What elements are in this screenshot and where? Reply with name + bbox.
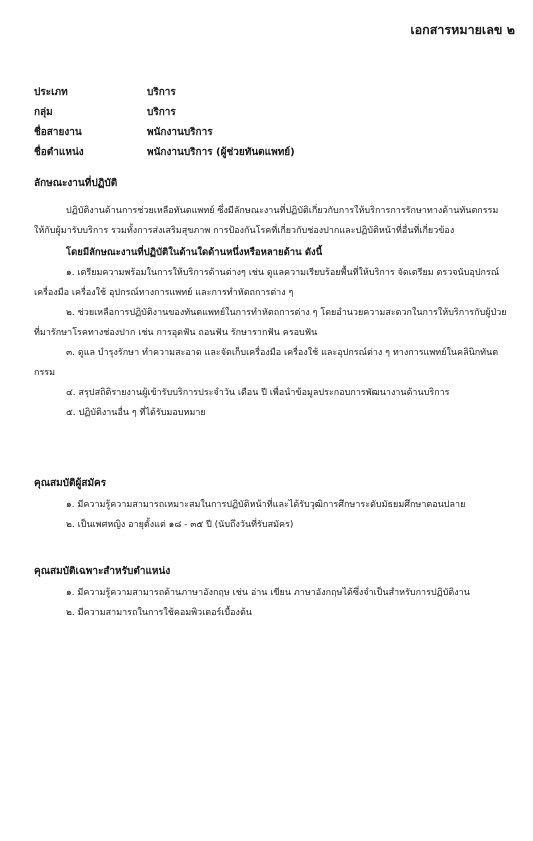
meta-label: ชื่อสายงาน <box>34 126 82 138</box>
position-info <box>34 82 504 162</box>
list-item: ๒. มีความสามารถในการใช้คอมพิวเตอร์เบื้องต้น <box>66 608 252 618</box>
meta-row-line <box>34 122 504 142</box>
meta-label: ประเภท <box>34 86 68 98</box>
meta-row-position <box>34 142 504 162</box>
duties-intro: ปฏิบัติงานด้านการช่วยเหลือทันตแพทย์ ซึ่งมีลักษณะงานที่ปฏิบัติเกี่ยวกับการให้บริการการรักษาทางด้านทันตกรรม ให้กับผู้มารับบริการ รวมทั้งการส่งเสริมสุขภาพ การป้องกันโรคที่เกี่ยวกับช่องปากและปฏิบัติหน้าที่อื่นที่เกี่ยวข้อง <box>34 206 499 236</box>
list-item: ๑. มีความรู้ความสามารถด้านภาษาอังกฤษ เช่น อ่าน เขียน ภาษาอังกฤษได้ซึ่งจำเป็นสำหรับการปฏิบัติงาน <box>66 588 470 598</box>
meta-value: พนักงานบริการ <box>147 126 213 138</box>
list-item: ๑. มีความรู้ความสามารถเหมาะสมในการปฏิบัติหน้าที่และได้รับวุฒิการศึกษาระดับมัธยมศึกษาตอนปลาย <box>66 500 466 510</box>
list-item: ๕. ปฏิบัติงานอื่น ๆ ที่ได้รับมอบหมาย <box>66 408 206 418</box>
meta-row-type <box>34 82 504 102</box>
meta-value: บริการ <box>147 86 176 98</box>
document-number: เอกสารหมายเลข ๒ <box>410 22 515 37</box>
meta-value: พนักงานบริการ (ผู้ช่วยทันตแพทย์) <box>147 146 295 158</box>
duties-subheading: โดยมีลักษณะงานที่ปฏิบัติในด้านใดด้านหนึ่งหรือหลายด้าน ดังนี้ <box>66 247 323 258</box>
meta-label: ชื่อตำแหน่ง <box>34 146 84 158</box>
meta-label: กลุ่ม <box>34 106 53 118</box>
position-qualifications-section <box>34 564 508 623</box>
meta-row-group <box>34 102 504 122</box>
meta-value: บริการ <box>147 106 176 118</box>
duties-section <box>34 176 508 423</box>
list-item: ๓. ดูแล บำรุงรักษา ทำความสะอาด และจัดเก็บเครื่องมือ เครื่องใช้ และอุปกรณ์ต่าง ๆ ทางการแพทย์ในคลินิกทันตกรรม <box>34 348 499 378</box>
list-item: ๒. ช่วยเหลือการปฏิบัติงานของทันตแพทย์ในการทำหัตถการต่าง ๆ โดยอำนวยความสะดวกในการให้บริการกับผู้ป่วยที่มารักษาโรคทางช่องปาก เช่น การอุดฟัน ถอนฟัน รักษารากฟัน ครอบฟัน <box>34 308 507 338</box>
section-heading: ลักษณะงานที่ปฏิบัติ <box>34 178 118 189</box>
section-heading: คุณสมบัติผู้สมัคร <box>34 478 107 489</box>
section-heading: คุณสมบัติเฉพาะสำหรับตำแหน่ง <box>34 566 171 577</box>
list-item: ๔. สรุปสถิติรายงานผู้เข้ารับบริการประจำวัน เดือน ปี เพื่อนำข้อมูลประกอบการพัฒนางานด้านบริการ <box>66 388 450 398</box>
list-item: ๒. เป็นเพศหญิง อายุตั้งแต่ ๑๘ - ๓๕ ปี (นับถึงวันที่รับสมัคร) <box>66 520 294 530</box>
applicant-qualifications-section <box>34 476 508 535</box>
list-item: ๑. เตรียมความพร้อมในการให้บริการด้านต่างๆ เช่น ดูแลความเรียบร้อยพื้นที่ให้บริการ จัดเตรียม ตรวจนับอุปกรณ์ เครื่องมือ เครื่องใช้ อุปกรณ์ทางการแพทย์ และการทำหัตถการต่าง ๆ <box>34 268 500 298</box>
